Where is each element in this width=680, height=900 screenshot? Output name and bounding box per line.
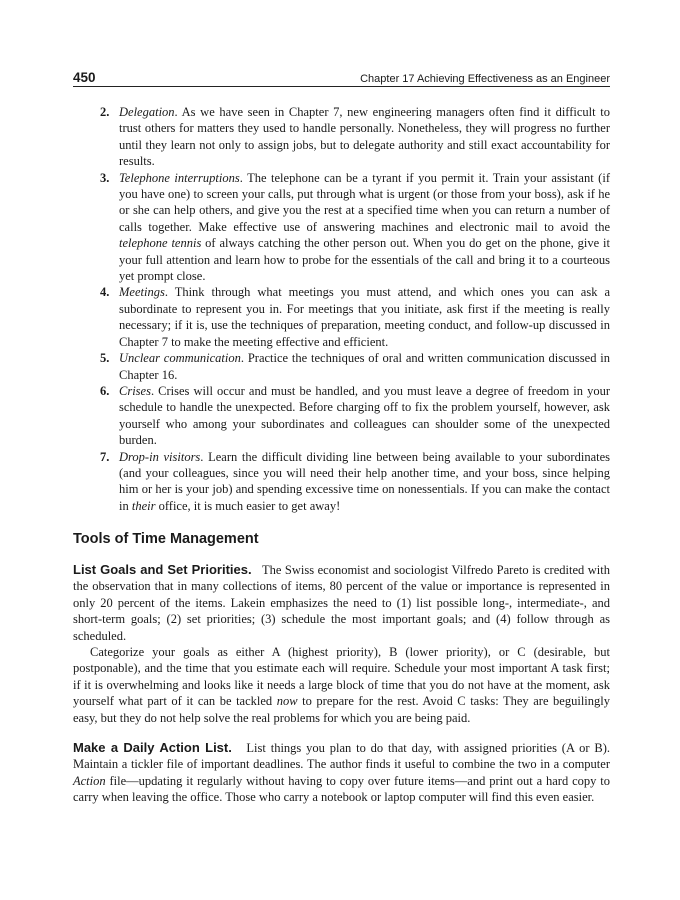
- page-header: [73, 70, 610, 85]
- item-text: . Crises will occur and must be handled, and you must leave a degree of freedom in your schedule to handle the unexpected. Before charging off to fix the problem yourself, however, ask yourself who among your subordinates and colleagues can shoulder some of the unexpected burden.: [119, 383, 610, 448]
- paragraph: [73, 562, 610, 644]
- item-number: 2.: [100, 105, 110, 119]
- item-text: . Practice the techniques of oral and written communication discussed in Chapter 16.: [119, 351, 610, 382]
- list-item: [100, 170, 610, 285]
- item-text: . As we have seen in Chapter 7, new engineering managers often find it difficult to trust others for matters they used to handle personally. Nonetheless, they will progress no further until they learn not only to assign jobs, but to delegate authority and still exact accountability for results.: [119, 105, 610, 169]
- item-term: Unclear communication: [119, 351, 241, 366]
- emphasis: Action: [73, 773, 106, 788]
- running-head: Chapter 17 Achieving Effectiveness as an Engineer: [360, 73, 610, 85]
- item-text: . Think through what meetings you must attend, and which ones you can ask a subordinate to represent you in. For meetings that you initiate, ask first if the meeting is really necessary; if it is, use the techniques of preparation, meeting conduct, and follow-up discussed in Chapter 7 to make the meeting effective and efficient.: [119, 285, 610, 349]
- emphasis: now: [276, 694, 298, 709]
- page-number: 450: [73, 70, 96, 85]
- item-term: Drop-in visitors: [119, 449, 201, 464]
- item-text: office, it is much easier to get away!: [155, 498, 341, 513]
- run-in-heading: List Goals and Set Priorities.: [73, 562, 252, 577]
- list-item: [100, 350, 610, 383]
- paragraph-text: file—updating it regularly without having to copy over future items—and print out a hard copy to carry when leaving the office. Those who carry a notebook or laptop computer will find this even easier.: [73, 773, 610, 805]
- item-emphasis: telephone tennis: [119, 236, 202, 251]
- paragraph: [73, 740, 610, 806]
- item-text: of always catching the other person out. When you do get on the phone, give it your full attention and learn how to probe for the essentials of the call and bring it to a courteous yet prompt close.: [119, 236, 610, 284]
- paragraph-text: Categorize your goals as either A (highest priority), B (lower priority), or C (desirable, but postponable), and the time that you estimate each will require. Schedule your most important A task first; if it is overwhelming and looks like it needs a large block of time that you do not have at the moment, ask yourself what part of it can be tackled: [73, 645, 610, 709]
- item-number: 4.: [100, 285, 110, 300]
- list-item: [100, 284, 610, 350]
- item-number: 7.: [100, 449, 110, 464]
- section-title: Tools of Time Management: [73, 531, 259, 547]
- item-text: . The telephone can be a tyrant if you permit it. Train your assistant (if you have one) to screen your calls, put through what is urgent (or those from your boss), ask if he or she can help others, and give you the rest at a specified time when you can return a number of calls together. Make effective use of answering machines and electronic mail to avoid the: [119, 170, 610, 234]
- item-number: 5.: [100, 351, 110, 366]
- paragraph-text: List things you plan to do that day, with assigned priorities (A or B). Maintain a tickler file of important deadlines. The author finds it useful to combine the two in a computer: [73, 741, 611, 772]
- daily-list-section: [73, 740, 610, 806]
- paragraph-text: The Swiss economist and sociologist Vilfredo Pareto is credited with the observation that in many collections of items, 80 percent of the value or importance is represented in only 20 percent of the items. Lakein emphasizes the need to (1) list possible long-, intermediate-, and short-term goals; (2) set priorities; (3) schedule the most important goals; and (4) follow through as scheduled.: [73, 563, 610, 643]
- item-term: Meetings: [119, 285, 165, 300]
- item-term: Delegation: [119, 105, 175, 119]
- item-term: Telephone interruptions: [119, 170, 240, 185]
- item-term: Crises: [119, 383, 151, 398]
- paragraph: [73, 644, 610, 726]
- item-text: . Learn the difficult dividing line between being available to your subordinates (and your colleagues, since you will need their help another time, and your boss, since helping him or her is your job) and spending excessive time on nonessentials. If you can make the contact in: [119, 449, 610, 513]
- item-number: 6.: [100, 383, 110, 398]
- item-number: 3.: [100, 170, 110, 185]
- item-emphasis: their: [131, 498, 156, 513]
- list-item: [100, 383, 610, 449]
- list-item: [100, 449, 610, 515]
- paragraph-text: to prepare for the rest. Avoid C tasks: They are beguilingly easy, but they do not help solve the real problems for which you are being paid.: [73, 694, 610, 725]
- header-rule: [73, 86, 610, 87]
- list-item: [100, 104, 610, 170]
- run-in-heading: Make a Daily Action List.: [73, 740, 232, 755]
- goals-section: [73, 562, 610, 726]
- numbered-list: [100, 104, 610, 514]
